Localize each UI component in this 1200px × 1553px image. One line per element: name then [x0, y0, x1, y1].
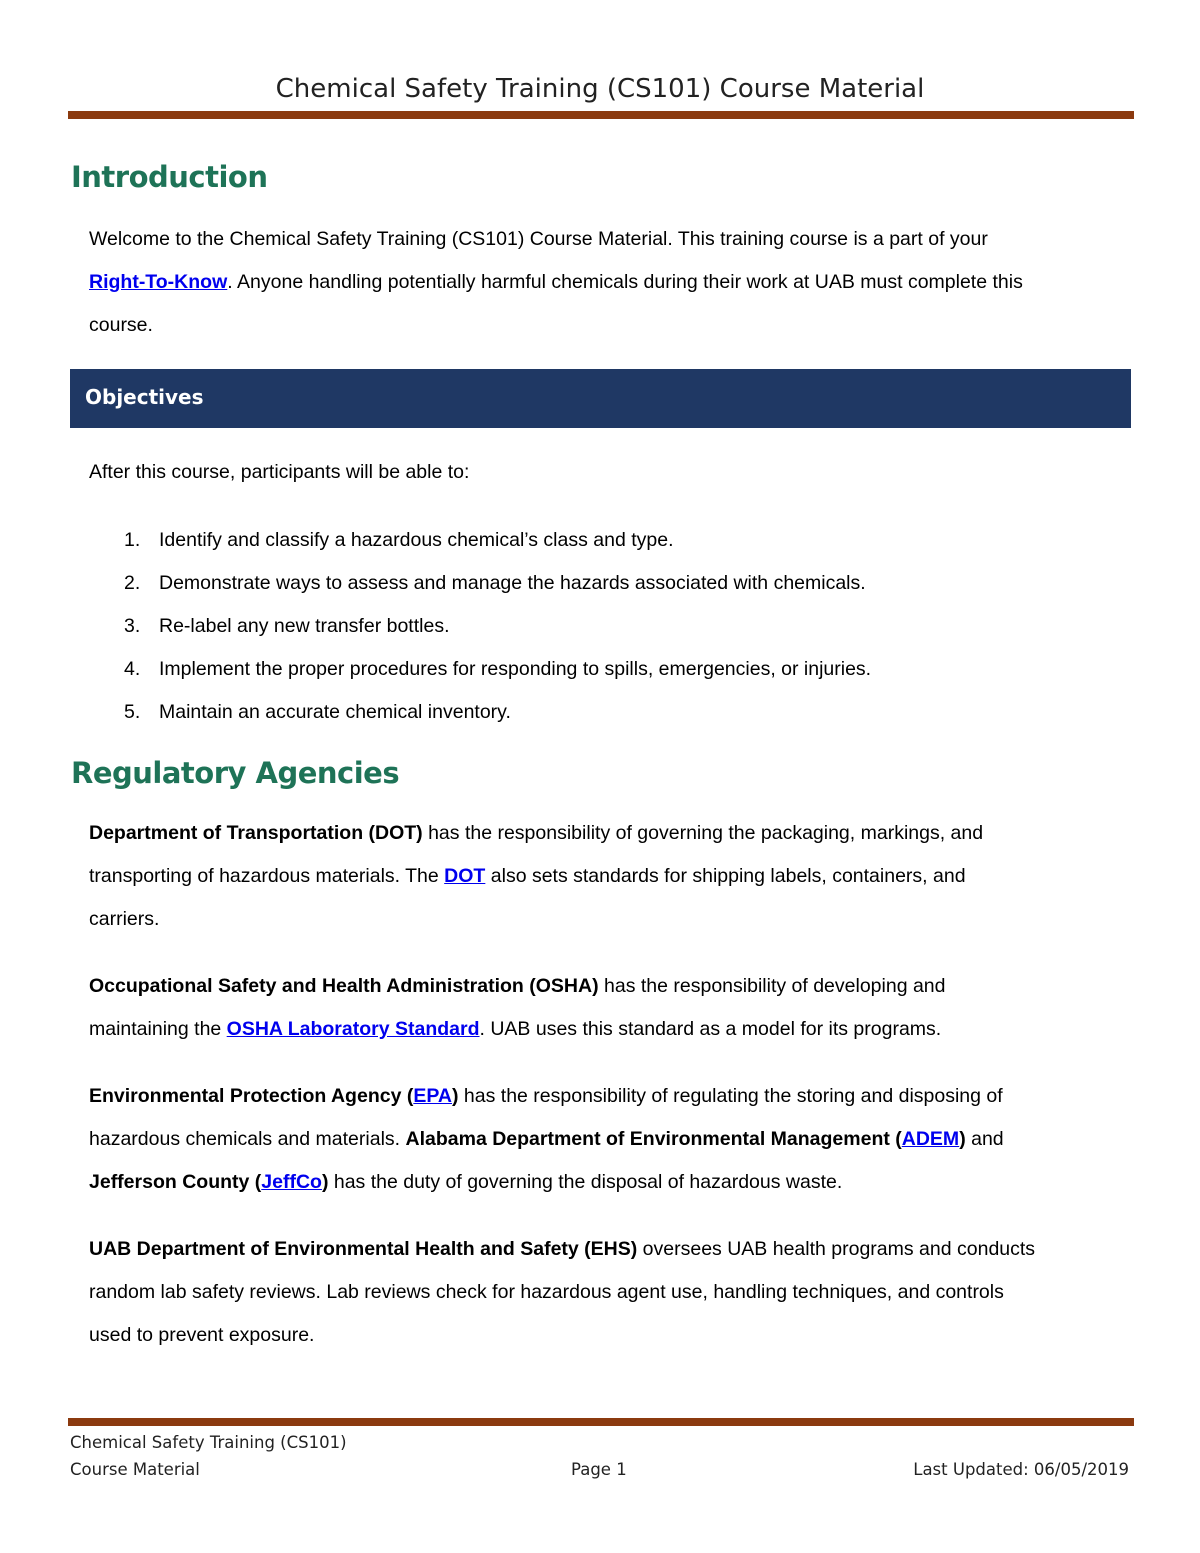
osha-laboratory-standard-link[interactable]: OSHA Laboratory Standard: [226, 1018, 480, 1040]
document-title: Chemical Safety Training (CS101) Course Material: [275, 74, 925, 104]
header-divider: [68, 111, 1134, 119]
list-item: 1. Identify and classify a hazardous chemical’s class and type.: [124, 529, 674, 551]
epa-paragraph: Environmental Protection Agency (EPA) has the responsibility of regulating the storing and disposing of hazardous chemicals and materials. Alabama Department of Environmental Management (ADEM) and Jefferson County (JeffCo) has the duty of governing the disposal of hazardous waste.: [89, 1085, 1004, 1193]
list-item: 4. Implement the proper procedures for responding to spills, emergencies, or injuries.: [124, 658, 872, 680]
objectives-banner-label: Objectives: [85, 385, 204, 409]
ehs-paragraph: UAB Department of Environmental Health and Safety (EHS) oversees UAB health programs and conducts random lab safety reviews. Lab reviews check for hazardous agent use, handling techniques, and controls used to prevent exposure.: [89, 1238, 1036, 1346]
regulatory-agencies-heading: Regulatory Agencies: [71, 756, 400, 790]
osha-paragraph: Occupational Safety and Health Administration (OSHA) has the responsibility of developing and maintaining the OSHA Laboratory Standard. UAB uses this standard as a model for its programs.: [89, 975, 946, 1040]
dot-agency-name: Department of Transportation (DOT): [89, 822, 423, 844]
footer-last-updated: Last Updated: 06/05/2019: [913, 1460, 1129, 1479]
list-item: 5. Maintain an accurate chemical inventory.: [124, 701, 511, 723]
intro-line-1: Welcome to the Chemical Safety Training (CS101) Course Material. This training course is a part of your: [89, 228, 988, 250]
intro-line-2: Right-To-Know. Anyone handling potentially harmful chemicals during their work at UAB must complete this: [89, 271, 1023, 293]
footer-course-material: Course Material: [70, 1460, 200, 1479]
right-to-know-link[interactable]: Right-To-Know: [89, 271, 228, 293]
footer-course-title: Chemical Safety Training (CS101): [70, 1433, 347, 1452]
epa-link[interactable]: EPA: [413, 1085, 452, 1107]
adem-link[interactable]: ADEM: [901, 1128, 960, 1150]
jeffco-link[interactable]: JeffCo: [261, 1171, 322, 1193]
footer-page-number: Page 1: [571, 1460, 627, 1479]
intro-line-3: course.: [89, 314, 153, 336]
ehs-agency-name: UAB Department of Environmental Health and Safety (EHS): [89, 1238, 638, 1260]
dot-paragraph: Department of Transportation (DOT) has the responsibility of governing the packaging, markings, and transporting of hazardous materials. The DOT also sets standards for shipping labels, containers, and carriers.: [89, 822, 984, 930]
list-item: 2. Demonstrate ways to assess and manage the hazards associated with chemicals.: [124, 572, 866, 594]
objectives-banner: [70, 369, 1131, 428]
osha-agency-name: Occupational Safety and Health Administration (OSHA): [89, 975, 599, 997]
footer-divider: [68, 1418, 1134, 1426]
dot-link[interactable]: DOT: [444, 865, 486, 887]
introduction-heading: Introduction: [71, 160, 268, 194]
objectives-intro: After this course, participants will be able to:: [89, 461, 470, 483]
introduction-paragraph: [89, 218, 1139, 347]
list-item: 3. Re-label any new transfer bottles.: [124, 615, 450, 637]
objectives-list: [124, 519, 871, 734]
